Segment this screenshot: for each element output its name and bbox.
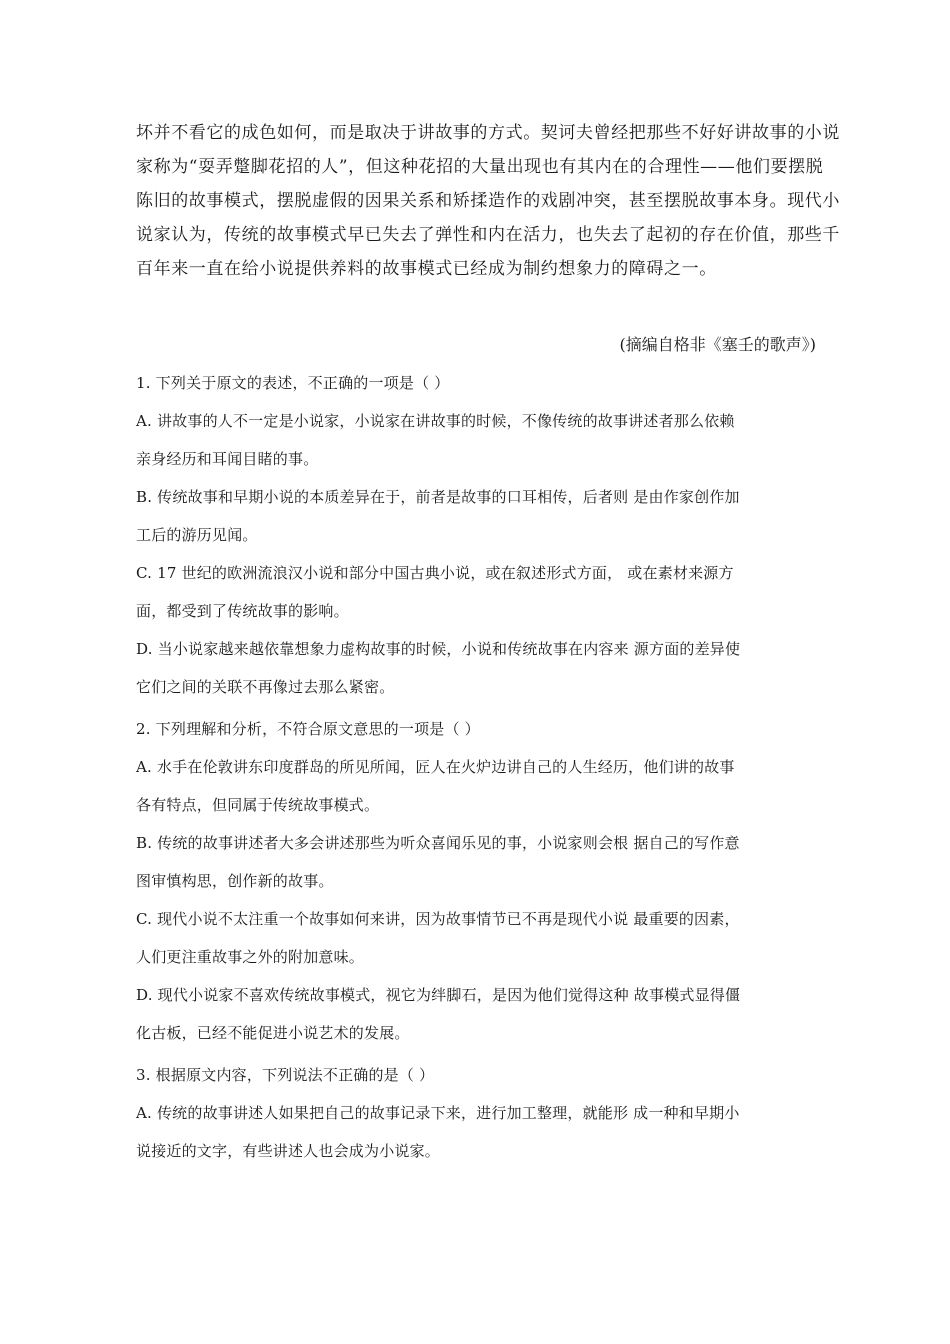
option-line: 亲身经历和耳闻目睹的事。 xyxy=(136,450,319,468)
option-line: 面，都受到了传统故事的影响。 xyxy=(136,602,349,620)
question-stem: 3. 根据原文内容，下列说法不正确的是（ ） xyxy=(136,1066,435,1084)
option-line: 各有特点，但同属于传统故事模式。 xyxy=(136,796,380,814)
passage-line: 说家认为，传统的故事模式早已失去了弹性和内在活力，也失去了起初的存在价值，那些千 xyxy=(136,225,840,245)
option-line: D. 当小说家越来越依靠想象力虚构故事的时候，小说和传统故事在内容来 源方面的差异使 xyxy=(136,640,741,658)
option-line: C. 17 世纪的欧洲流浪汉小说和部分中国古典小说，或在叙述形式方面， 或在素材来源方 xyxy=(136,564,734,582)
option-d xyxy=(136,630,816,706)
document-page xyxy=(136,116,840,1170)
question-1 xyxy=(136,364,816,706)
option-d xyxy=(136,976,816,1052)
question-stem: 2. 下列理解和分析，不符合原文意思的一项是（ ） xyxy=(136,720,480,738)
option-line: A. 讲故事的人不一定是小说家，小说家在讲故事的时候，不像传统的故事讲述者那么依赖 xyxy=(136,412,735,430)
option-line: A. 水手在伦敦讲东印度群岛的所见所闻，匠人在火炉边讲自己的人生经历，他们讲的故事 xyxy=(136,758,735,776)
option-b xyxy=(136,824,816,900)
option-line: 化古板，已经不能促进小说艺术的发展。 xyxy=(136,1024,410,1042)
passage xyxy=(136,116,840,286)
option-a xyxy=(136,1094,816,1170)
option-a xyxy=(136,402,816,478)
passage-source: (摘编自格非《塞壬的歌声》) xyxy=(619,335,816,354)
option-line: 它们之间的关联不再像过去那么紧密。 xyxy=(136,678,395,696)
passage-line: 百年来一直在给小说提供养料的故事模式已经成为制约想象力的障碍之一。 xyxy=(136,259,717,279)
option-line: D. 现代小说家不喜欢传统故事模式，视它为绊脚石，是因为他们觉得这种 故事模式显得僵 xyxy=(136,986,741,1004)
option-line: C. 现代小说不太注重一个故事如何来讲，因为故事情节已不再是现代小说 最重要的因素， xyxy=(136,910,740,928)
passage-line: 坏并不看它的成色如何，而是取决于讲故事的方式。契诃夫曾经把那些不好好讲故事的小说 xyxy=(136,123,840,143)
option-line: 人们更注重故事之外的附加意味。 xyxy=(136,948,365,966)
option-c xyxy=(136,900,816,976)
option-c xyxy=(136,554,816,630)
option-line: A. 传统的故事讲述人如果把自己的故事记录下来，进行加工整理，就能形 成一种和早期小 xyxy=(136,1104,740,1122)
option-line: 图审慎构思，创作新的故事。 xyxy=(136,872,334,890)
option-line: 说接近的文字，有些讲述人也会成为小说家。 xyxy=(136,1142,441,1160)
option-line: 工后的游历见闻。 xyxy=(136,526,258,544)
option-line: B. 传统的故事讲述者大多会讲述那些为听众喜闻乐见的事，小说家则会根 据自己的写作意 xyxy=(136,834,740,852)
passage-line: 家称为“耍弄蹩脚花招的人”，但这种花招的大量出现也有其内在的合理性——他们要摆脱 xyxy=(136,157,824,177)
question-3 xyxy=(136,1056,816,1170)
question-stem: 1. 下列关于原文的表述，不正确的一项是（ ） xyxy=(136,374,450,392)
question-2 xyxy=(136,710,816,1052)
passage-line: 陈旧的故事模式，摆脱虚假的因果关系和矫揉造作的戏剧冲突，甚至摆脱故事本身。现代小 xyxy=(136,191,840,211)
option-a xyxy=(136,748,816,824)
option-line: B. 传统故事和早期小说的本质差异在于，前者是故事的口耳相传，后者则 是由作家创作加 xyxy=(136,488,740,506)
option-b xyxy=(136,478,816,554)
